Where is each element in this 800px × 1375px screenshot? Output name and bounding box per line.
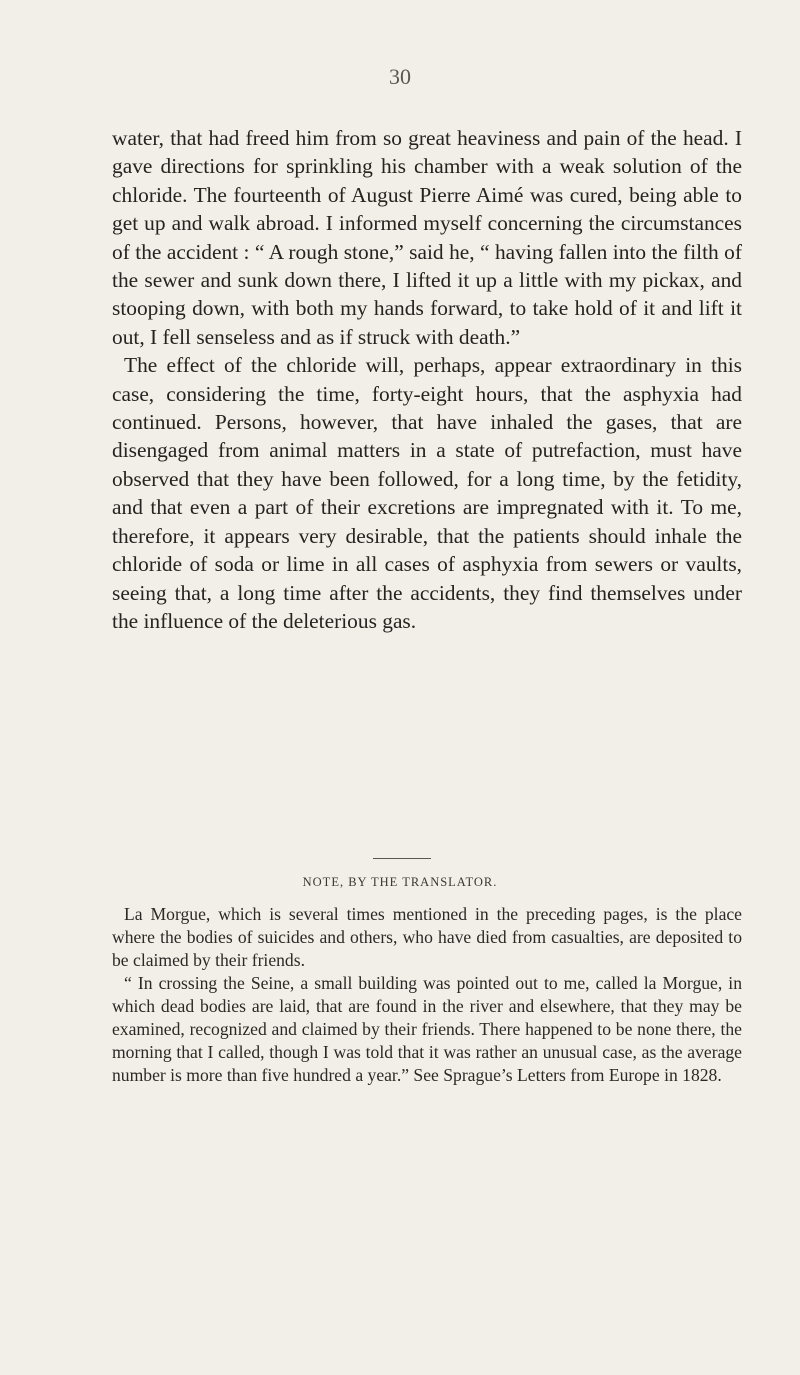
note-paragraph-1: La Morgue, which is several times mentioned in the preceding pages, is the place where the bodies of suicides and others, who have died from casualties, are deposited to be claimed by their friends. bbox=[112, 904, 742, 970]
paragraph-1: water, that had freed him from so great heaviness and pain of the head. I gave directions for sprinkling his chamber with a weak solution of the chloride. The fourteenth of August Pierre Aimé was cured, being able to get up and walk abroad. I informed myself concerning the circumstances of the accident : “ A rough stone,” said he, “ having fallen into the filth of the sewer and sunk down there, I lifted it up a little with my pickax, and stooping down, with both my hands forward, to take hold of it and lift it out, I fell senseless and as if struck with death.” bbox=[112, 126, 742, 349]
note-paragraph-2: “ In crossing the Seine, a small building was pointed out to me, called la Morgue, in which dead bodies are laid, that are found in the river and elsewhere, that they may be examined, recognized and claimed by their friends. There happened to be none there, the morning that I called, though I was told that it was rather an unusual case, as the average number is more than five hundred a year.” See Sprague’s Letters from Europe in 1828. bbox=[112, 973, 742, 1085]
section-divider bbox=[373, 858, 431, 859]
translator-note bbox=[112, 903, 742, 1087]
page-number: 30 bbox=[389, 64, 411, 89]
note-heading: NOTE, BY THE TRANSLATOR. bbox=[302, 875, 498, 889]
paragraph-2: The effect of the chloride will, perhaps, appear extraordinary in this case, considering the time, forty-eight hours, that the asphyxia had continued. Persons, however, that have inhaled the gases, that are disengaged from animal matters in a state of putrefaction, must have observed that they have been followed, for a long time, by the fetidity, and that even a part of their excretions are impregnated with it. To me, therefore, it appears very desirable, that the patients should inhale the chloride of soda or lime in all cases of asphyxia from sewers or vaults, seeing that, a long time after the accidents, they find themselves under the influence of the deleterious gas. bbox=[112, 353, 742, 633]
main-text bbox=[112, 124, 742, 635]
